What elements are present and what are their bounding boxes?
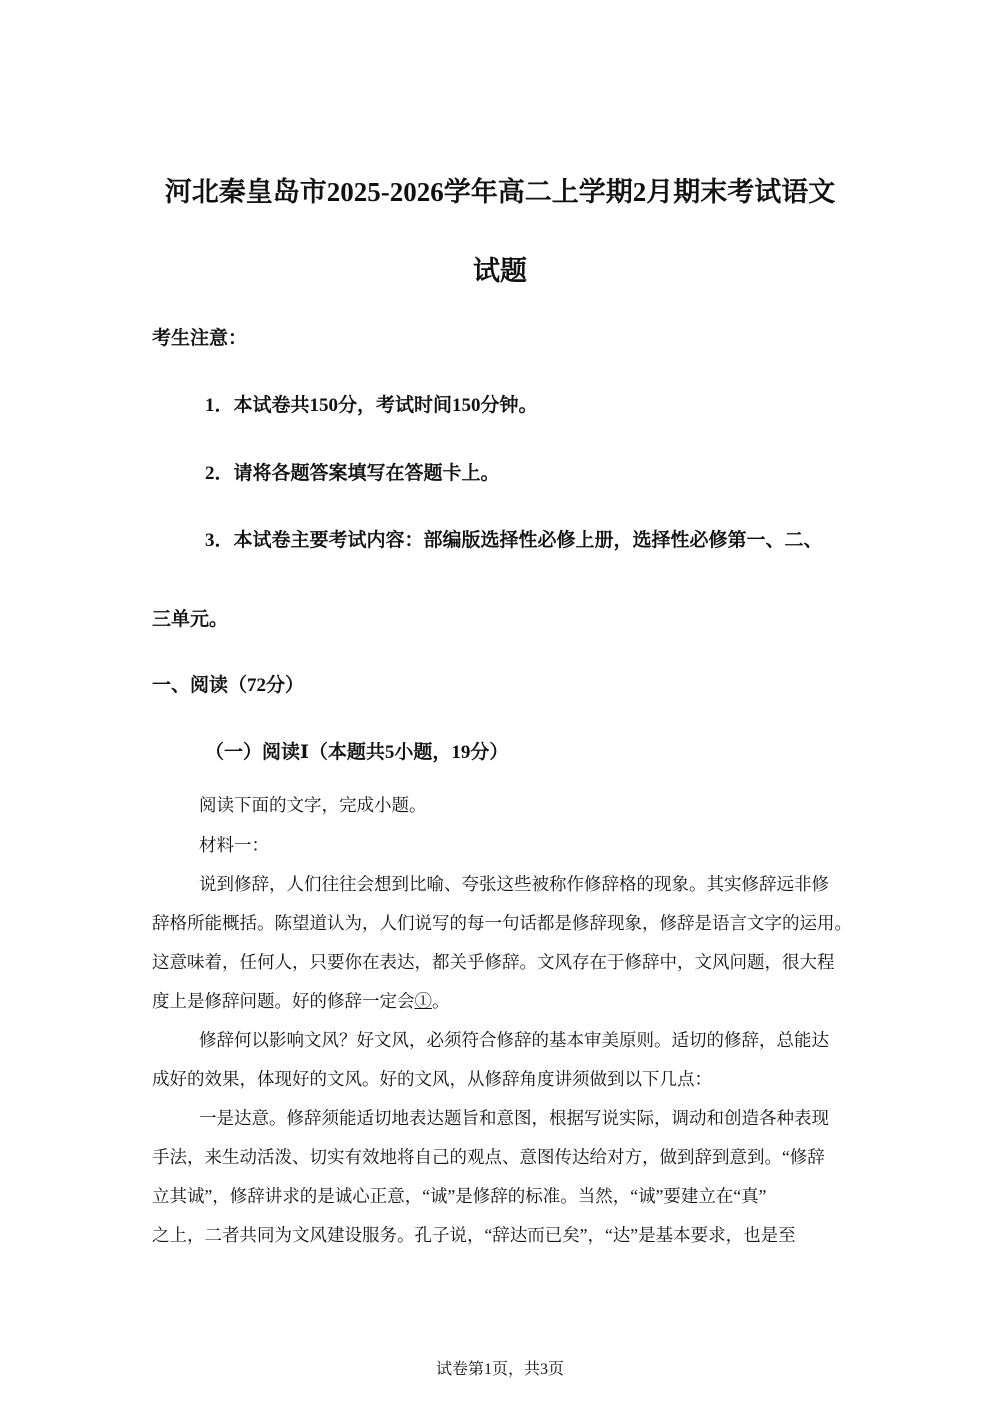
paragraph-line [152,988,450,1013]
notice-item-3-continued: 三单元。 [152,609,229,630]
notice-item-1: 1．本试卷共150分，考试时间150分钟。 [205,395,538,416]
notice-heading: 考生注意： [152,328,248,349]
paragraph-text: 度上是修辞问题。好的修辞一定会 [152,991,415,1011]
page-footer: 试卷第1页，共3页 [435,1361,564,1378]
paragraph-line: 手法，来生动活泼、切实有效地将自己的观点、意图传达给对方，做到辞到意到。“修辞 [152,1147,825,1167]
notice-item-3: 3．本试卷主要考试内容：部编版选择性必修上册，选择性必修第一、二、 [205,530,823,551]
paragraph-line: 成好的效果，体现好的文风。好的文风，从修辞角度讲须做到以下几点： [152,1069,712,1089]
instruction-text: 阅读下面的文字，完成小题。 [199,795,427,815]
fill-in-blank-1: ① [414,991,432,1011]
document-title-line2: 试题 [473,256,527,286]
notice-item-2: 2．请将各题答案填写在答题卡上。 [205,463,500,484]
document-title-line1: 河北秦皇岛市2025-2026学年高二上学期2月期末考试语文 [164,177,836,207]
paragraph-line: 修辞何以影响文风？好文风，必须符合修辞的基本审美原则。适切的修辞，总能达 [199,1030,829,1050]
paragraph-line: 说到修辞，人们往往会想到比喻、夸张这些被称作修辞格的现象。其实修辞远非修 [199,874,829,894]
material-label: 材料一： [199,835,269,855]
paragraph-text: 。 [432,991,450,1011]
section-heading: 一、阅读（72分） [152,675,305,696]
paragraph-line: 一是达意。修辞须能适切地表达题旨和意图，根据写说实际，调动和创造各种表现 [199,1108,829,1128]
paragraph-line: 之上，二者共同为文风建设服务。孔子说，“辞达而已矣”，“达”是基本要求，也是至 [152,1225,796,1245]
subsection-heading: （一）阅读Ⅰ（本题共5小题，19分） [205,742,509,763]
paragraph-line: 立其诚”，修辞讲求的是诚心正意，“诚”是修辞的标准。当然，“诚”要建立在“真” [152,1186,767,1206]
paragraph-line: 辞格所能概括。陈望道认为，人们说写的每一句话都是修辞现象，修辞是语言文字的运用。 [152,913,852,933]
paragraph-line: 这意味着，任何人，只要你在表达，都关乎修辞。文风存在于修辞中，文风问题，很大程 [152,952,835,972]
